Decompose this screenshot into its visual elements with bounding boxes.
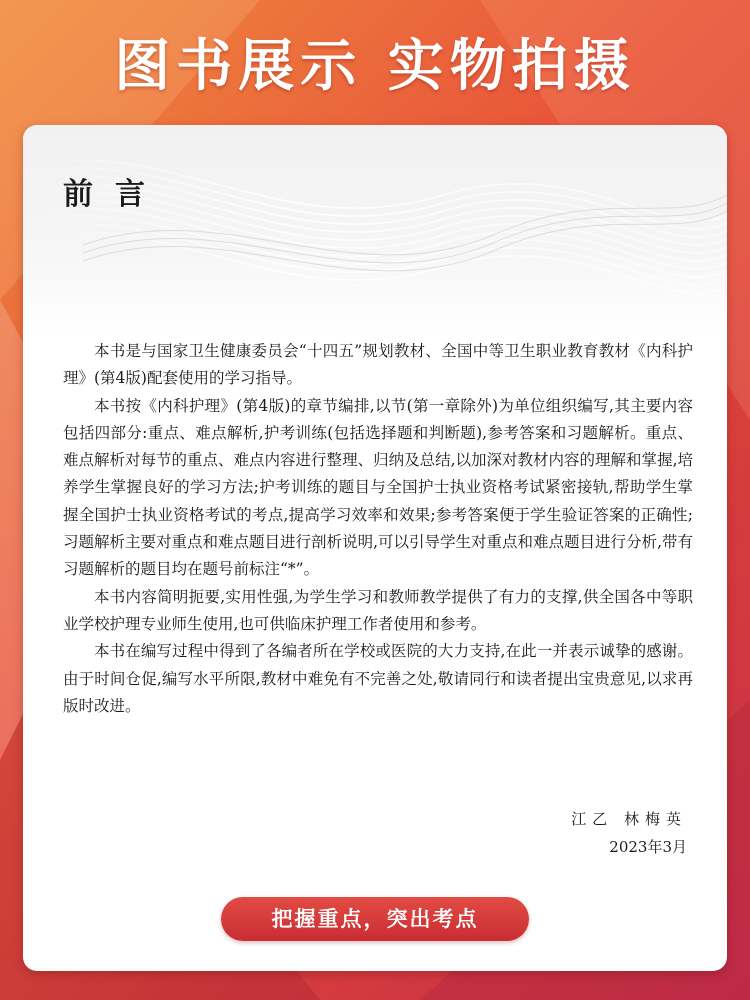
- paragraph-1: 本书是与国家卫生健康委员会“十四五”规划教材、全国中等卫生职业教育教材《内科护理》(第4版)配套使用的学习指导。: [63, 342, 693, 388]
- page-header-decoration: [23, 125, 727, 335]
- signature-block: [571, 805, 687, 861]
- banner-title: 图书展示 实物拍摄: [114, 34, 636, 99]
- authors: 江乙 林梅英: [571, 810, 687, 828]
- page-title: 前言: [63, 177, 167, 212]
- paragraph-2: 本书按《内科护理》(第4版)的章节编排,以节(第一章除外)为单位组织编写,其主要内容包括四部分:重点、难点解析,护考训练(包括选择题和判断题),参考答案和习题解析。重点、难点解析对每节的重点、难点内容进行整理、归纳及总结,以加深对教材内容的理解和掌握,培养学生掌握良好的学习方法;护考训练的题目与全国护士执业资格考试紧密接轨,帮助学生掌握全国护士执业资格考试的考点,提高学习效率和效果;参考答案便于学生验证答案的正确性;习题解析主要对重点和难点题目进行剖析说明,可以引导学生对重点和难点题目进行分析,带有习题解析的题目均在题号前标注“*”。: [63, 396, 693, 579]
- paragraph-4: 本书在编写过程中得到了各编者所在学校或医院的大力支持,在此一并表示诚挚的感谢。由于时间仓促,编写水平所限,教材中难免有不完善之处,敬请同行和读者提出宝贵意见,以求再版时改进。: [63, 642, 693, 715]
- preface-body: [63, 338, 693, 720]
- date: 2023年3月: [609, 838, 687, 856]
- slogan-banner: 把握重点，突出考点: [221, 897, 529, 941]
- paragraph-3: 本书内容简明扼要,实用性强,为学生学习和教师教学提供了有力的支撑,供全国各中等职业学校护理专业师生使用,也可供临床护理工作者使用和参考。: [63, 587, 693, 633]
- wave-pattern: [23, 125, 727, 335]
- book-page-card: [23, 125, 727, 971]
